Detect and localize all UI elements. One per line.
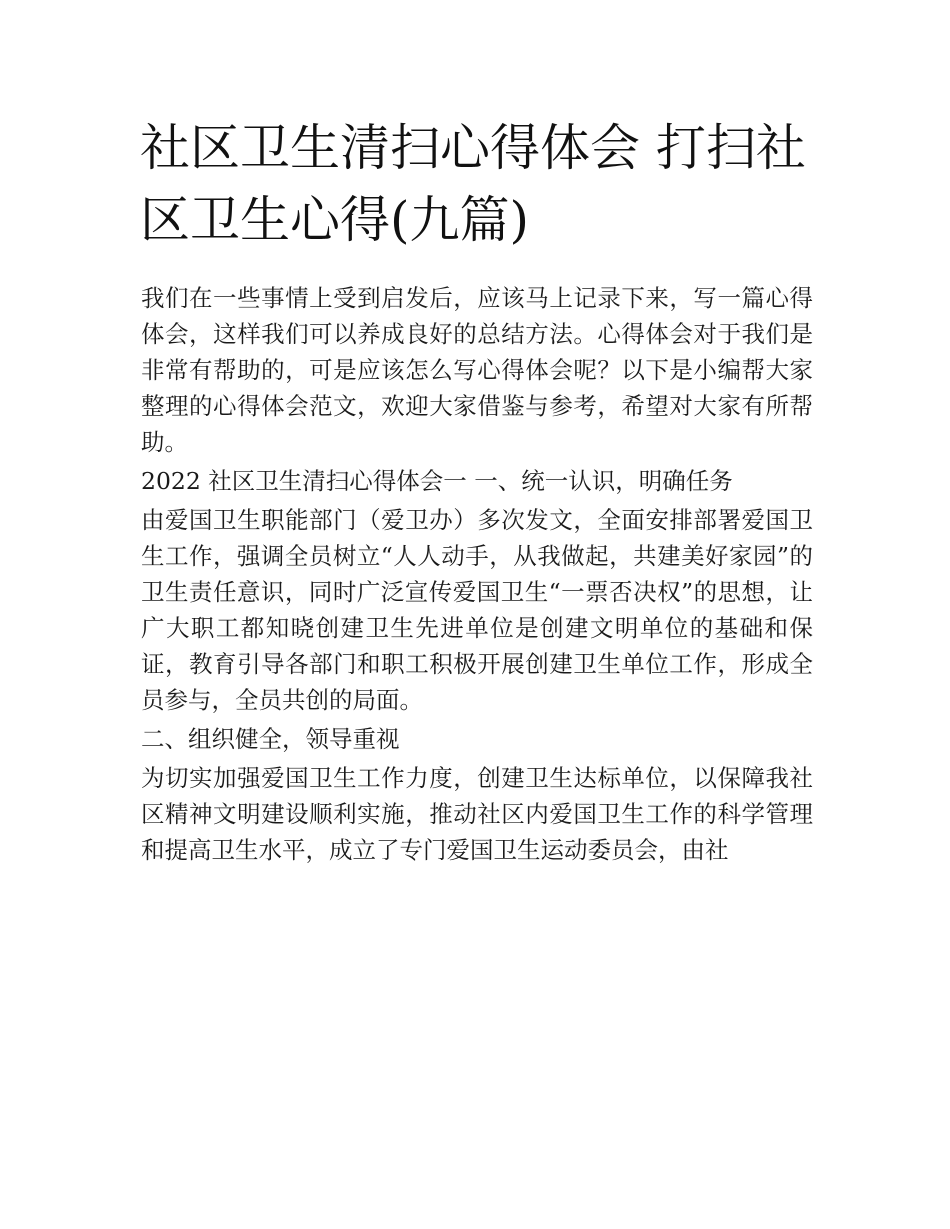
section-heading-1: 2022 社区卫生清扫心得体会一 一、统一认识，明确任务 — [141, 467, 733, 495]
intro-paragraph: 我们在一些事情上受到启发后，应该马上记录下来，写一篇心得体会，这样我们可以养成良好的总结方法。心得体会对于我们是非常有帮助的，可是应该怎么写心得体会呢？以下是小编帮大家整理的心得体会范文，欢迎大家借鉴与参考，希望对大家有所帮助。 — [141, 284, 813, 456]
section-heading-2: 二、组织健全，领导重视 — [141, 725, 400, 753]
section-paragraph-2: 为切实加强爱国卫生工作力度，创建卫生达标单位，以保障我社区精神文明建设顺利实施，推动社区内爱国卫生工作的科学管理和提高卫生水平，成立了专门爱国卫生运动委员会，由社 — [141, 764, 813, 864]
document-body — [141, 280, 813, 871]
section-paragraph-1: 由爱国卫生职能部门（爱卫办）多次发文，全面安排部署爱国卫生工作，强调全员树立“人人动手，从我做起，共建美好家园”的卫生责任意识，同时广泛宣传爱国卫生“一票否决权”的思想，让广大职工都知晓创建卫生先进单位是创建文明单位的基础和保证，教育引导各部门和职工积极开展创建卫生单位工作，形成全员参与，全员共创的局面。 — [141, 506, 813, 714]
document-title: 社区卫生清扫心得体会 打扫社区卫生心得(九篇) — [140, 119, 806, 249]
